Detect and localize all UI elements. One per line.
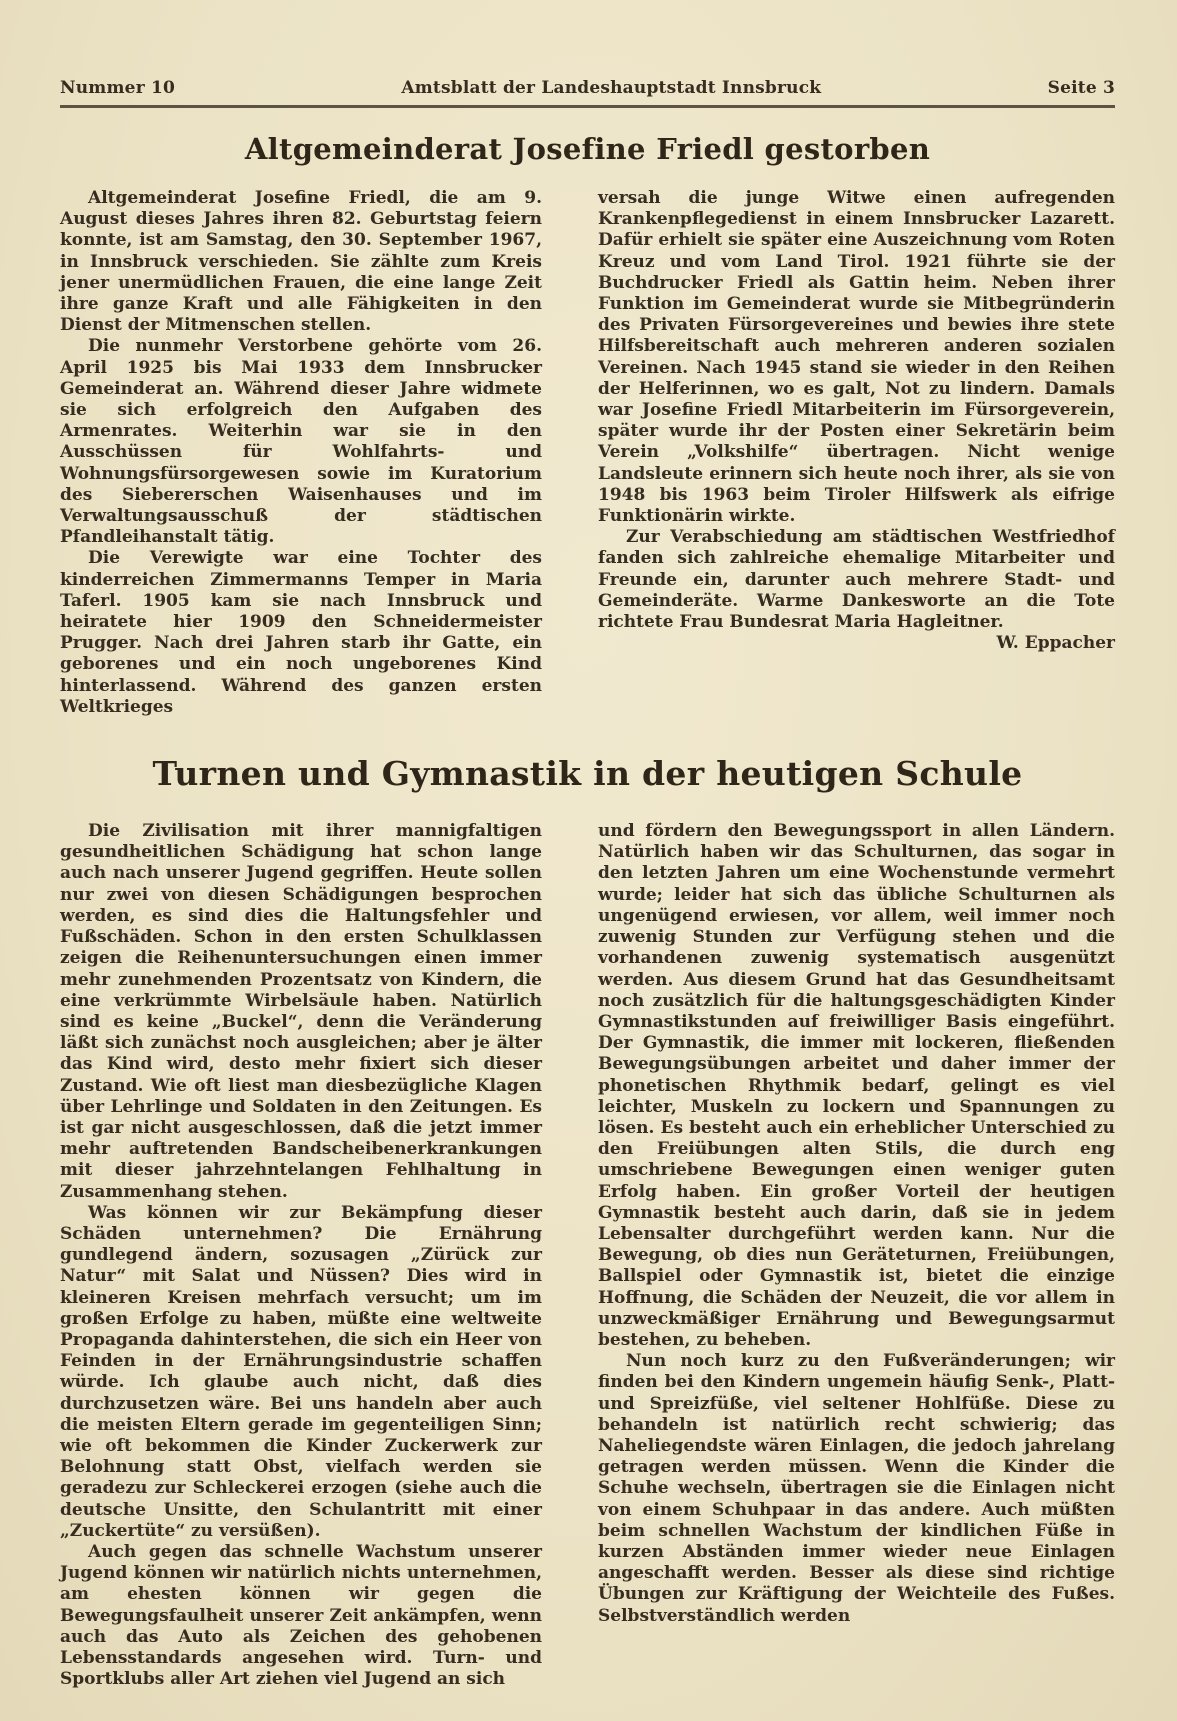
- author-signature: W. Eppacher: [996, 633, 1115, 654]
- article-obituary: [60, 132, 1115, 718]
- article-paragraph: und fördern den Bewegungssport in allen Ländern. Natürlich haben wir das Schulturnen, das sogar in den letzten Jahren um eine Wochenstunde vermehrt wurde; leider hat sich das übliche Schulturnen als ungenügend erwiesen, vor allem, weil immer noch zuwenig Stunden zur Verfügung stehen und die vorhandenen zuwenig systematisch ausgenützt werden. Aus diesem Grund hat das Gesundheitsamt noch zusätzlich für die haltungsgeschädigten Kinder Gymnastikstunden auf freiwilliger Basis eingeführt. Der Gymnastik, die immer mit lockeren, fließenden Bewegungsübungen arbeitet und daher immer der phonetischen Rhythmik bedarf, gelingt es viel leichter, Muskeln zu lockern und Spannungen zu lösen. Es besteht auch ein erheblicher Unterschied zu den Freiübungen alten Stils, die durch eng umschriebene Bewegungen einen weniger guten Erfolg haben. Ein großer Vorteil der heutigen Gymnastik besteht auch darin, daß sie in jedem Lebensalter durchgeführt werden kann. Nur die Bewegung, ob dies nun Geräteturnen, Freiübungen, Ballspiel oder Gymnastik ist, bietet die einzige Hoffnung, die Schäden der Neuzeit, die vor allem in unzweckmäßiger Ernährung und Bewegungsarmut bestehen, zu beheben.: [598, 821, 1115, 1350]
- article-paragraph: Was können wir zur Bekämpfung dieser Schäden unternehmen? Die Ernährung gundlegend ändern, sozusagen „Zürück zur Natur“ mit Salat und Nüssen? Dies wird in kleineren Kreisen mehrfach versucht; um im großen Erfolge zu haben, müßte eine weltweite Propaganda dahinterstehen, die sich ein Heer von Feinden in der Ernährungsindustrie schaffen würde. Ich glaube auch nicht, daß dies durchzusetzen wäre. Bei uns handeln aber auch die meisten Eltern gerade im gegenteiligen Sinn; wie oft bekommen die Kinder Zuckerwerk zur Belohnung statt Obst, vielfach werden sie geradezu zur Schleckerei erzogen (siehe auch die deutsche Unsitte, den Schulantritt mit einer „Zuckertüte“ zu versüßen).: [60, 1202, 542, 1541]
- article-paragraph: Nun noch kurz zu den Fußveränderungen; wir finden bei den Kindern ungemein häufig Senk-, Platt- und Spreizfüße, viel seltener Hohlfüße. Diese zu behandeln ist natürlich recht schwierig; das Naheliegendste wären Einlagen, die jedoch jahrelang getragen werden müssen. Wenn die Kinder die Schuhe wechseln, übertragen sie die Einlagen nicht von einem Schuhpaar in das andere. Auch müßten beim schnellen Wachstum der kindlichen Füße in kurzen Abständen immer wieder neue Einlagen angeschafft werden. Besser als diese sind richtige Übungen zur Kräftigung der Weichteile des Fußes. Selbstverständlich werden: [598, 1351, 1115, 1626]
- masthead-title: Amtsblatt der Landeshauptstadt Innsbruck: [401, 78, 822, 98]
- article-headline: Turnen und Gymnastik in der heutigen Schule: [152, 754, 1023, 794]
- article-paragraph: Altgemeinderat Josefine Friedl, die am 9. August dieses Jahres ihren 82. Geburtstag feiern konnte, ist am Samstag, den 30. September 1967, in Innsbruck verschieden. Sie zählte zum Kreis jener unermüdlichen Frauen, die eine lange Zeit ihre ganze Kraft und alle Fähigkeiten in den Dienst der Mitmenschen stellen.: [60, 188, 542, 336]
- article-column-right: [598, 188, 1115, 654]
- article-headline: Altgemeinderat Josefine Friedl gestorben: [244, 132, 931, 166]
- article-columns: [60, 188, 1115, 718]
- masthead-rule: [60, 105, 1115, 108]
- article-paragraph: Auch gegen das schnelle Wachstum unserer Jugend können wir natürlich nichts unternehmen, am ehesten können wir gegen die Bewegungsfaulheit unserer Zeit ankämpfen, wenn auch das Auto als Zeichen des gehobenen Lebensstandards angesehen wird. Turn- und Sportklubs aller Art ziehen viel Jugend an sich: [60, 1541, 542, 1690]
- article-columns: [60, 821, 1115, 1690]
- article-column-right: [598, 821, 1115, 1627]
- page-number: Seite 3: [1047, 78, 1115, 98]
- article-paragraph: Die Zivilisation mit ihrer mannigfaltigen gesundheitlichen Schädigung hat schon lange auch nach unserer Jugend gegriffen. Heute sollen nur zwei von diesen Schädigungen besprochen werden, es sind dies die Haltungsfehler und Fußschäden. Schon in den ersten Schulklassen zeigen die Reihenuntersuchungen einen immer mehr zunehmenden Prozentsatz von Kindern, die eine verkrümmte Wirbelsäule haben. Natürlich sind es keine „Buckel“, denn die Veränderung läßt sich zunächst noch ausgleichen; aber je älter das Kind wird, desto mehr fixiert sich dieser Zustand. Wie oft liest man diesbezügliche Klagen über Lehrlinge und Soldaten in den Zeitungen. Es ist gar nicht ausgeschlossen, daß die jetzt immer mehr auftretenden Bandscheibenerkrankungen mit dieser jahrzehntelangen Fehlhaltung in Zusammenhang stehen.: [60, 821, 542, 1202]
- article-paragraph: Die nunmehr Verstorbene gehörte vom 26. April 1925 bis Mai 1933 dem Innsbrucker Gemeinderat an. Während dieser Jahre widmete sie sich erfolgreich den Aufgaben des Armenrates. Weiterhin war sie in den Ausschüssen für Wohlfahrts- und Wohnungsfürsorgewesen sowie im Kuratorium des Siebererschen Waisenhauses und im Verwaltungsausschuß der städtischen Pfandleihanstalt tätig.: [60, 336, 542, 548]
- article-paragraph: Zur Verabschiedung am städtischen Westfriedhof fanden sich zahlreiche ehemalige Mitarbeiter und Freunde ein, darunter auch mehrere Stadt- und Gemeinderäte. Warme Dankesworte an die Tote richtete Frau Bundesrat Maria Hagleitner. W. Eppacher: [598, 527, 1115, 654]
- article-column-left: [60, 188, 542, 718]
- article-gymnastics: [60, 754, 1115, 1690]
- masthead: [60, 78, 1115, 98]
- article-paragraph: Die Verewigte war eine Tochter des kinderreichen Zimmermanns Temper in Maria Taferl. 1905 kam sie nach Innsbruck und heiratete hier 1909 den Schneidermeister Prugger. Nach drei Jahren starb ihr Gatte, ein geborenes und ein noch ungeborenes Kind hinterlassend. Während des ganzen ersten Weltkrieges: [60, 548, 542, 717]
- article-column-left: [60, 821, 542, 1690]
- article-paragraph: versah die junge Witwe einen aufregenden Krankenpflegedienst in einem Innsbrucker Lazarett. Dafür erhielt sie später eine Auszeichnung vom Roten Kreuz und vom Land Tirol. 1921 führte sie der Buchdrucker Friedl als Gattin heim. Neben ihrer Funktion im Gemeinderat wurde sie Mitbegründerin des Privaten Fürsorgevereines und bewies ihre stete Hilfsbereitschaft auch mehreren anderen sozialen Vereinen. Nach 1945 stand sie wieder in den Reihen der Helferinnen, wo es galt, Not zu lindern. Damals war Josefine Friedl Mitarbeiterin im Fürsorgeverein, später wurde ihr der Posten einer Sekretärin beim Verein „Volkshilfe“ übertragen. Nicht wenige Landsleute erinnern sich heute noch ihrer, als sie von 1948 bis 1963 beim Tiroler Hilfswerk als eifrige Funktionärin wirkte.: [598, 188, 1115, 527]
- issue-number: Nummer 10: [60, 78, 176, 98]
